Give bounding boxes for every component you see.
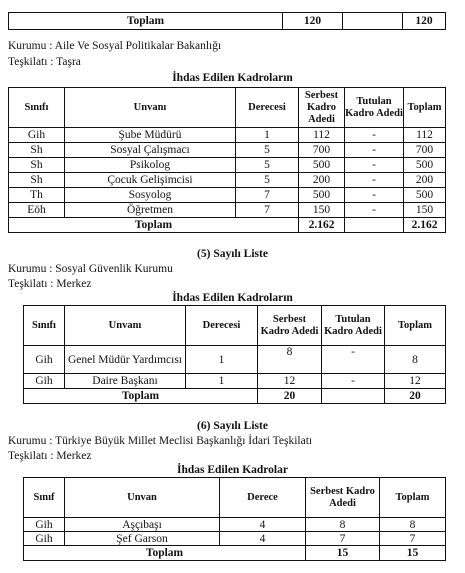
cell-serbest: 7 [306,532,380,546]
cell-toplam: 500 [404,188,446,203]
header-serbest: Serbest Kadro Adedi [258,306,322,346]
section5-teskilati: Teşkilatı : Merkez [8,278,92,290]
cell-sinifi: Sh [9,173,65,188]
cell-unvani: Çocuk Gelişimcisi [65,173,236,188]
cell-toplam: 8 [385,346,446,374]
header-sinif: Sınıf [24,478,65,518]
cell-derecesi: 5 [236,158,299,173]
header-sinifi: Sınıfı [9,88,65,128]
cell-toplam: 112 [404,128,446,143]
section5-table-title: İhdas Edilen Kadroların [172,292,293,304]
cell-unvani: Sosyal Çalışmacı [65,143,236,158]
cell-derece: 4 [220,532,306,546]
cell-toplam: 700 [404,143,446,158]
cell-toplam: 7 [380,532,446,546]
section4-teskilati: Teşkilatı : Taşra [8,56,81,68]
total-label: Toplam [9,13,283,30]
cell-serbest: 500 [299,158,345,173]
total-tutulan [322,389,385,404]
previous-table-total [8,12,446,30]
cell-tutulan: - [345,188,404,203]
table-row [9,143,446,158]
cell-tutulan: - [345,203,404,218]
header-toplam: Toplam [404,88,446,128]
total-toplam: 20 [385,389,446,404]
cell-tutulan: - [345,158,404,173]
cell-unvani: Psikolog [65,158,236,173]
total-tutulan [345,218,404,233]
total-tutulan [343,13,403,30]
section4-table [8,87,446,233]
total-label: Toplam [24,546,306,561]
cell-sinifi: Gih [24,346,65,374]
cell-unvan: Aşçıbaşı [65,518,220,532]
cell-serbest: 8 [258,346,322,374]
cell-tutulan: - [322,346,385,374]
table-row [9,203,446,218]
cell-derecesi: 7 [236,188,299,203]
table-row [9,128,446,143]
header-tutulan: Tutulan Kadro Adedi [345,88,404,128]
section6-table-title: İhdas Edilen Kadrolar [177,464,288,476]
section6-teskilati: Teşkilatı : Merkez [8,450,92,462]
total-toplam: 120 [403,13,446,30]
header-tutulan: Tutulan Kadro Adedi [322,306,385,346]
cell-toplam: 500 [404,158,446,173]
table-total-row [24,546,446,561]
header-derecesi: Derecesi [186,306,258,346]
cell-derecesi: 5 [236,173,299,188]
total-serbest: 20 [258,389,322,404]
table-row [24,518,446,532]
total-serbest: 15 [306,546,380,561]
cell-unvani: Genel Müdür Yardımcısı [65,346,186,374]
header-unvani: Unvanı [65,88,236,128]
header-derece: Derece [220,478,306,518]
cell-sinifi: Gih [24,374,65,389]
cell-serbest: 200 [299,173,345,188]
cell-unvani: Öğretmen [65,203,236,218]
section6-table [23,477,446,561]
cell-unvani: Sosyolog [65,188,236,203]
header-unvan: Unvan [65,478,220,518]
table-row [9,158,446,173]
total-label: Toplam [24,389,258,404]
table-total-row [24,389,446,404]
cell-sinifi: Gih [9,128,65,143]
cell-derecesi: 7 [236,203,299,218]
cell-derecesi: 1 [236,128,299,143]
section5-kurumu: Kurumu : Sosyal Güvenlik Kurumu [8,263,173,275]
cell-derece: 4 [220,518,306,532]
cell-derecesi: 1 [186,346,258,374]
section5-list-title: (5) Sayılı Liste [197,248,268,260]
table-total-row [9,218,446,233]
cell-derecesi: 1 [186,374,258,389]
cell-serbest: 112 [299,128,345,143]
cell-unvani: Daire Başkanı [65,374,186,389]
cell-sinif: Gih [24,518,65,532]
cell-toplam: 150 [404,203,446,218]
cell-unvan: Şef Garson [65,532,220,546]
cell-serbest: 700 [299,143,345,158]
table-row [24,346,446,374]
header-derecesi: Derecesi [236,88,299,128]
total-serbest: 2.162 [299,218,345,233]
cell-serbest: 8 [306,518,380,532]
header-toplam: Toplam [385,306,446,346]
section4-table-title: İhdas Edilen Kadroların [172,72,293,84]
total-toplam: 15 [380,546,446,561]
cell-tutulan: - [345,128,404,143]
total-label: Toplam [9,218,299,233]
header-serbest: Serbest Kadro Adedi [299,88,345,128]
header-toplam: Toplam [380,478,446,518]
cell-sinifi: Eöh [9,203,65,218]
cell-tutulan: - [322,374,385,389]
cell-sinifi: Sh [9,158,65,173]
cell-toplam: 8 [380,518,446,532]
section6-kurumu: Kurumu : Türkiye Büyük Millet Meclisi Başkanlığı İdari Teşkilatı [8,435,313,447]
section6-list-title: (6) Sayılı Liste [197,420,268,432]
total-toplam: 2.162 [404,218,446,233]
table-row [9,173,446,188]
cell-toplam: 200 [404,173,446,188]
header-serbest: Serbest Kadro Adedi [306,478,380,518]
header-sinifi: Sınıfı [24,306,65,346]
cell-unvani: Şube Müdürü [65,128,236,143]
cell-tutulan: - [345,173,404,188]
cell-derecesi: 5 [236,143,299,158]
cell-sinifi: Th [9,188,65,203]
section5-table [23,305,446,404]
table-row [24,374,446,389]
table-row [24,532,446,546]
cell-toplam: 12 [385,374,446,389]
cell-tutulan: - [345,143,404,158]
cell-sinif: Gih [24,532,65,546]
total-serbest: 120 [283,13,343,30]
table-row [9,188,446,203]
cell-serbest: 150 [299,203,345,218]
cell-serbest: 500 [299,188,345,203]
cell-serbest: 12 [258,374,322,389]
section4-kurumu: Kurumu : Aile Ve Sosyal Politikalar Bakanlığı [8,40,222,52]
cell-sinifi: Sh [9,143,65,158]
header-unvani: Unvanı [65,306,186,346]
